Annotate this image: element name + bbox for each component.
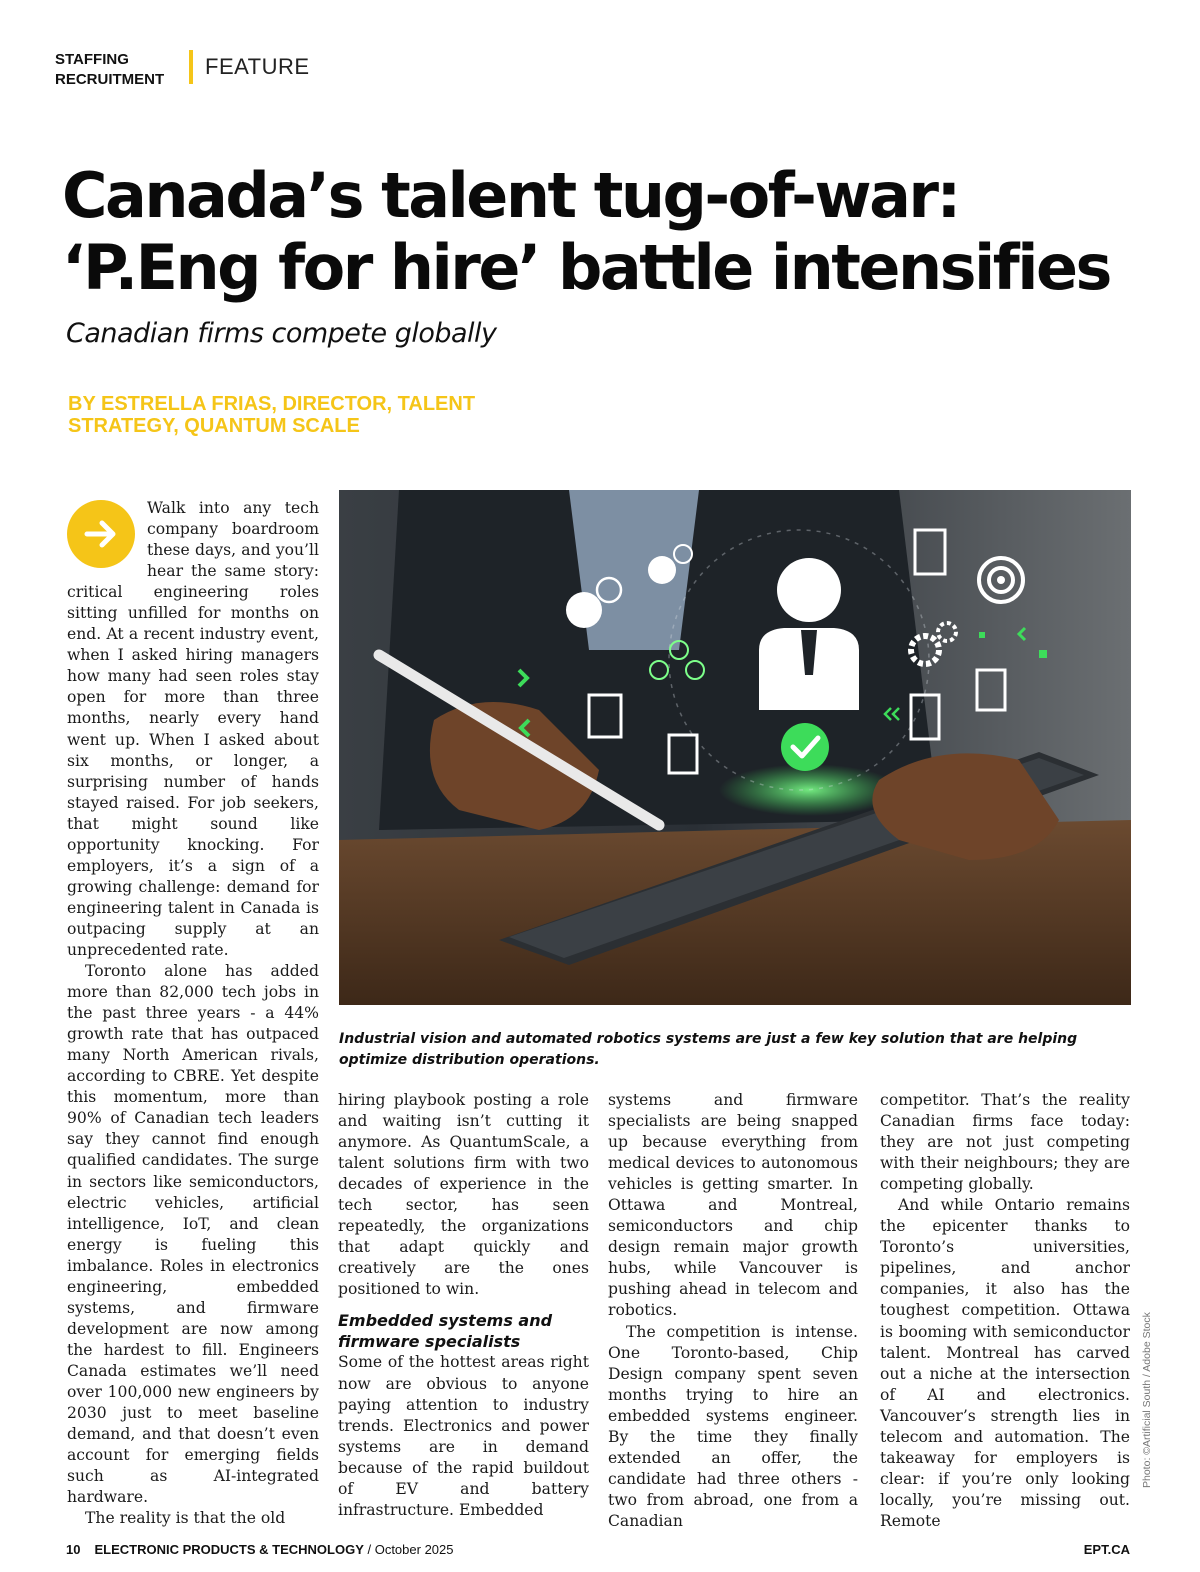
subsection-heading-line1: Embedded systems and bbox=[338, 1311, 553, 1331]
paragraph: Some of the hottest areas right now are obvious to anyone paying attention to industry trends. Electronics and power systems are in demand because of the rapid buildout of EV and battery infrastructure. Embedded bbox=[338, 1353, 589, 1519]
paragraph: systems and firmware specialists are being snapped up because everything from medical devices to autonomous vehicles is getting smarter. In Ottawa and Montreal, semiconductors and chip design remain major growth hubs, while Vancouver is pushing ahead in telecom and robotics. bbox=[608, 1091, 858, 1320]
headline-line1: Canada’s talent tug-of-war: bbox=[62, 159, 959, 232]
paragraph: hiring playbook posting a role and waiting isn’t cutting it anymore. As QuantumScale, a talent solutions firm with two decades of experience in the tech sector, has seen repeatedly, the organizations that adapt quickly and creatively are the ones positioned to win. bbox=[338, 1091, 589, 1299]
photo-credit: Photo: ©Artificial South / Adobe Stock bbox=[1141, 1312, 1153, 1488]
section-label-line2: RECRUITMENT bbox=[55, 71, 165, 88]
byline bbox=[68, 393, 538, 437]
byline-line2: STRATEGY, QUANTUM SCALE bbox=[68, 415, 360, 437]
photo-caption: Industrial vision and automated robotics systems are just a few key solution that are helping optimize distribution operations. bbox=[339, 1031, 1078, 1068]
section-kind: FEATURE bbox=[205, 54, 310, 79]
section-label-line1: STAFFING bbox=[55, 51, 129, 68]
subsection-heading bbox=[338, 1310, 589, 1352]
section-divider bbox=[189, 50, 193, 84]
paragraph: Walk into any tech company boardroom these days, and you’ll hear the same story: critical engineering roles sitting unfilled for months on end. At a recent industry event, when I asked hiring managers how many had seen roles stay open for more than three months, nearly every hand went up. When I asked about six months, or longer, a surprising number of hands stayed raised. For job seekers, that might sound like opportunity knocking. For employers, it’s a sign of a growing challenge: demand for engineering talent in Canada is outpacing supply at an unprecedented rate. bbox=[67, 499, 319, 959]
subheadline: Canadian firms compete globally bbox=[66, 318, 497, 349]
body-column-1 bbox=[67, 498, 319, 1528]
issue-date: / October 2025 bbox=[363, 1542, 454, 1557]
page-footer bbox=[66, 1542, 1130, 1557]
paragraph: The reality is that the old bbox=[85, 1509, 286, 1528]
section-label bbox=[55, 50, 183, 90]
body-column-2 bbox=[338, 1090, 589, 1519]
headline-line2: ‘P.Eng for hire’ battle intensifies bbox=[62, 231, 1110, 304]
subsection-heading-line2: firmware specialists bbox=[338, 1332, 521, 1352]
page-number: 10 bbox=[66, 1542, 81, 1557]
body-column-4 bbox=[880, 1090, 1130, 1530]
paragraph: And while Ontario remains the epicenter thanks to Toronto’s universities, pipelines, and anchor companies, it also has the toughest competition. Ottawa is booming with semiconductor talent. Montreal has carved out a niche at the intersection of AI and electronics. Vancouver’s strength lies in telecom and automation. The takeaway for employers is clear: if you’re only looking locally, you’re missing out. Remote bbox=[880, 1196, 1130, 1530]
website-link[interactable]: EPT.CA bbox=[1083, 1542, 1130, 1557]
article-photo bbox=[339, 490, 1131, 1005]
byline-line1: BY ESTRELLA FRIAS, DIRECTOR, TALENT bbox=[68, 393, 476, 415]
magazine-name: ELECTRONIC PRODUCTS & TECHNOLOGY bbox=[94, 1542, 364, 1557]
paragraph: competitor. That’s the reality Canadian firms face today: they are not just competing with their neighbours; they are competing globally. bbox=[880, 1091, 1130, 1194]
body-column-3 bbox=[608, 1090, 858, 1530]
paragraph: Toronto alone has added more than 82,000 tech jobs in the past three years - a 44% growth rate that has outpaced many North American rivals, according to CBRE. Yet despite this momentum, more than 90% of Canadian tech leaders say they cannot find enough qualified candidates. The surge in sectors like semiconductors, electric vehicles, artificial intelligence, IoT, and clean energy is fueling this imbalance. Roles in electronics engineering, embedded systems, and firmware development are now among the hardest to fill. Engineers Canada estimates we’ll need over 100,000 new engineers by 2030 just to meet baseline demand, and that doesn’t even account for emerging fields such as AI-integrated hardware. bbox=[67, 962, 319, 1507]
headline bbox=[62, 160, 1162, 304]
paragraph: The competition is intense. One Toronto-based, Chip Design company spent seven months trying to hire an embedded systems engineer. By the time they finally extended an offer, the candidate had three others - two from abroad, one from a Canadian bbox=[608, 1322, 858, 1530]
arrow-right-icon bbox=[67, 500, 135, 568]
tech-hiring-illustration bbox=[339, 490, 1131, 1005]
